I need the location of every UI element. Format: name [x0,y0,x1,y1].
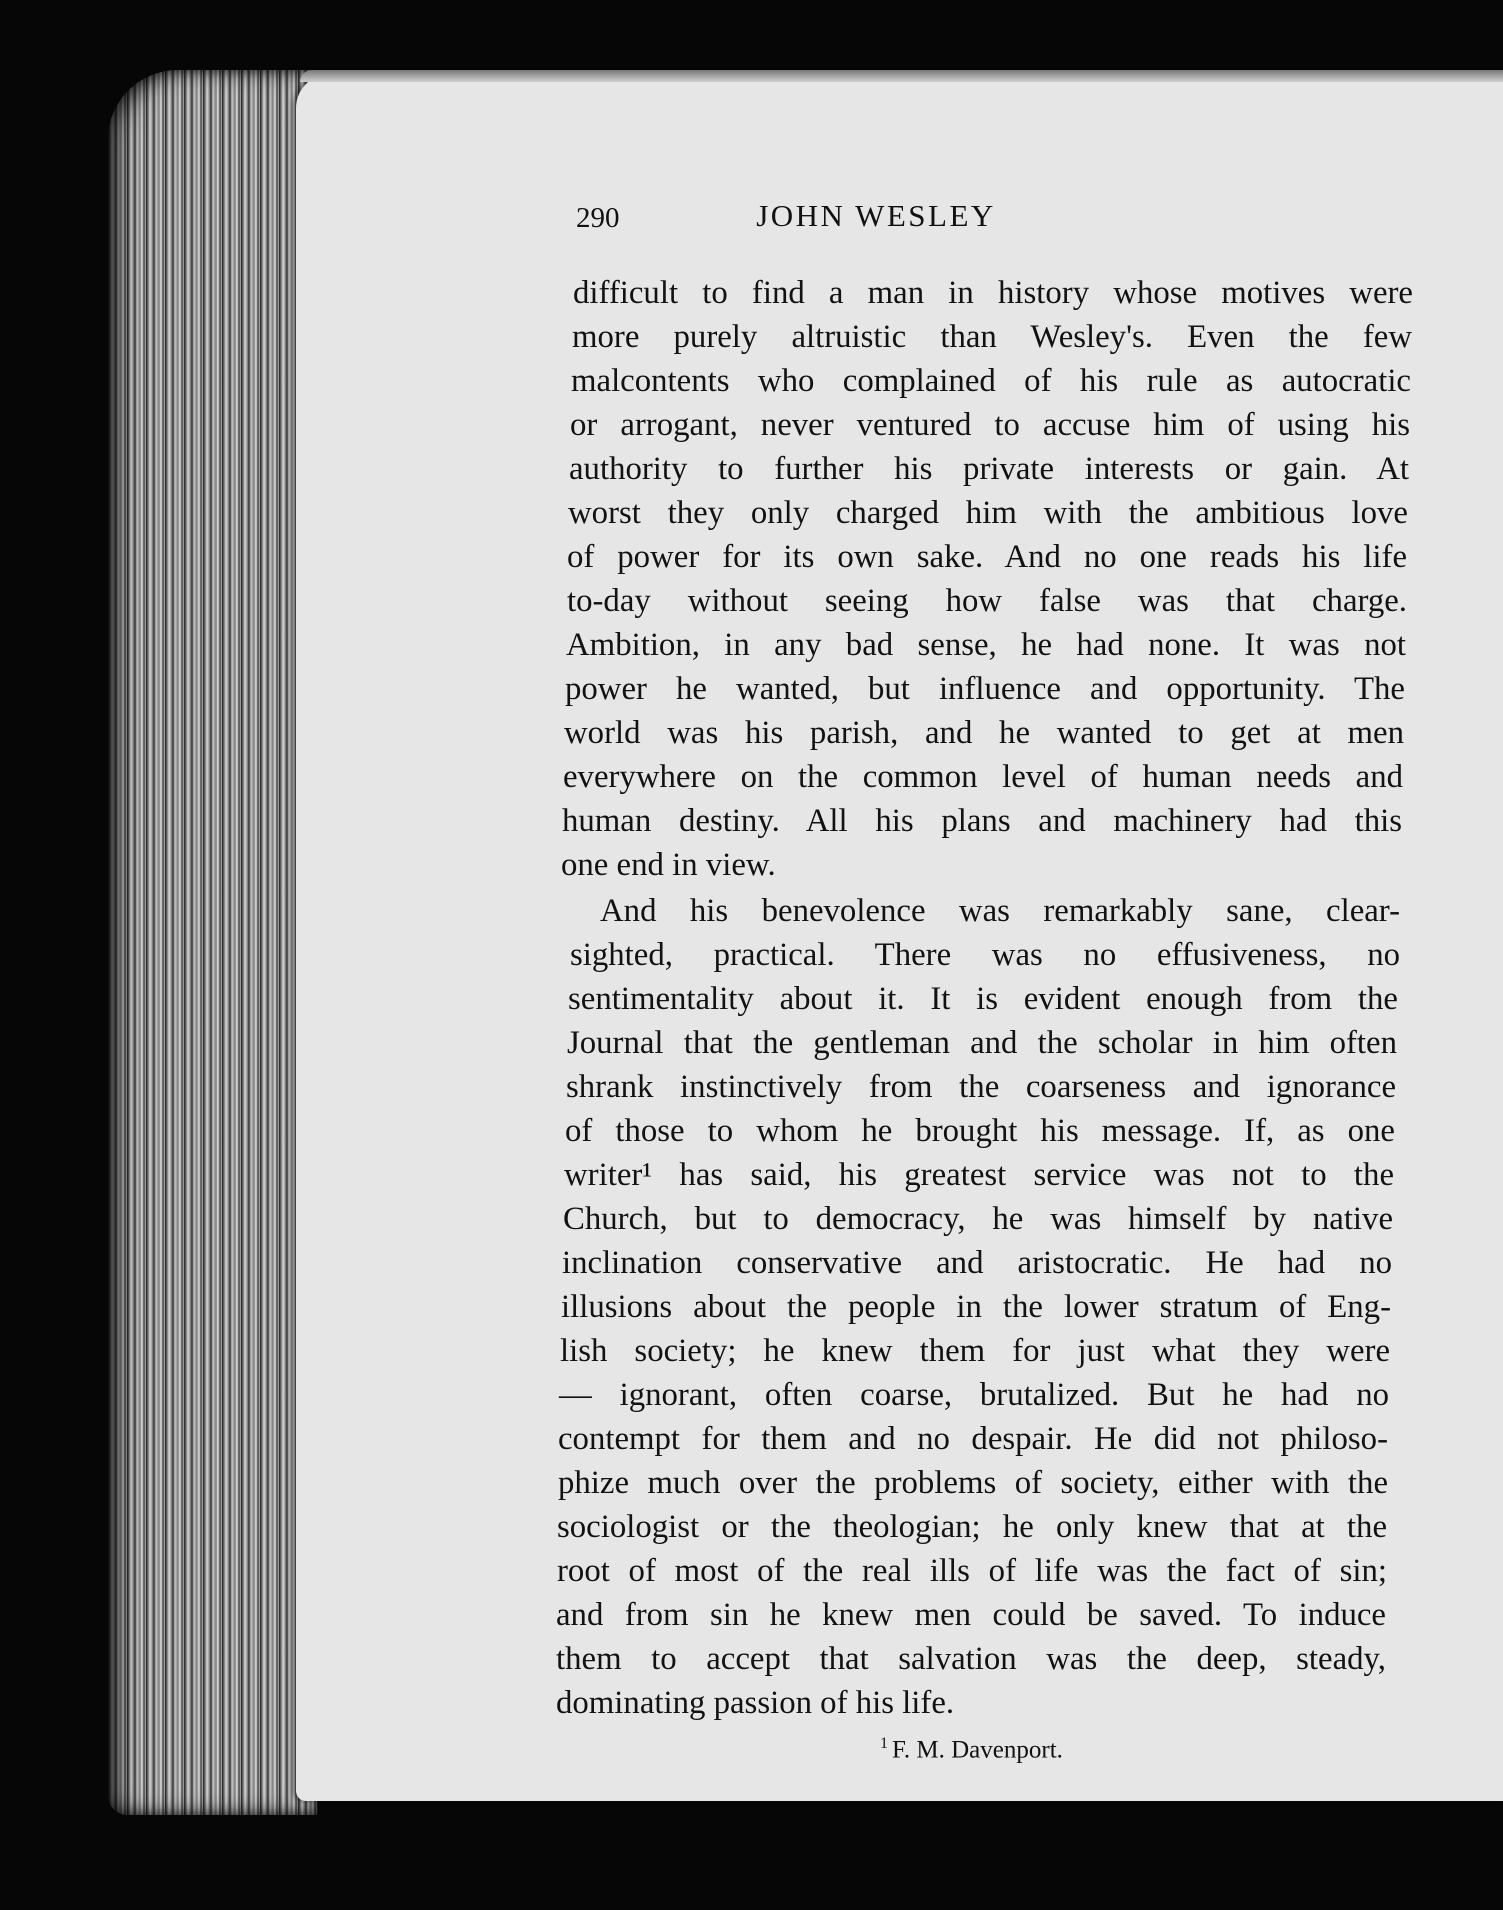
text-line: or arrogant, never ventured to accuse him of using his [570,407,1410,443]
text-line: writer¹ has said, his greatest service was not to the [564,1157,1394,1193]
page-number: 290 [576,202,620,234]
text-line: more purely altruistic than Wesley's. Even the few [572,319,1412,355]
running-title: JOHN WESLEY [756,198,996,233]
text-line: sighted, practical. There was no effusiveness, no [570,937,1400,973]
text-line: of power for its own sake. And no one reads his life [567,539,1407,575]
text-line: phize much over the problems of society, either with the [558,1465,1388,1501]
text-line: human destiny. All his plans and machinery had this [562,803,1402,839]
text-line: sociologist or the theologian; he only knew that at the [557,1509,1387,1545]
footnote-marker: 1 [880,1735,888,1752]
text-line: lish society; he knew them for just what they were [560,1333,1390,1369]
text-line: And his benevolence was remarkably sane, clear- [600,893,1400,929]
text-line: Ambition, in any bad sense, he had none. It was not [566,627,1406,663]
page-top-edge [300,70,1503,82]
text-line: authority to further his private interests or gain. At [569,451,1409,487]
text-line: contempt for them and no despair. He did not philoso- [558,1421,1388,1457]
text-line: of those to whom he brought his message. If, as one [565,1113,1395,1149]
text-line: inclination conservative and aristocratic. He had no [562,1245,1392,1281]
book-page-edges [108,70,318,1815]
text-line: everywhere on the common level of human needs and [563,759,1403,795]
text-line: to-day without seeing how false was that charge. [567,583,1407,619]
text-line: power he wanted, but influence and opportunity. The [565,671,1405,707]
footnote-text: F. M. Davenport. [892,1736,1063,1764]
text-line: malcontents who complained of his rule as autocratic [571,363,1411,399]
running-head [576,198,1116,242]
footnote [880,1735,1063,1764]
text-line: them to accept that salvation was the deep, steady, [556,1641,1386,1677]
text-line: world was his parish, and he wanted to get at men [564,715,1404,751]
text-line: shrank instinctively from the coarseness and ignorance [566,1069,1396,1105]
text-line: dominating passion of his life. [556,1685,955,1721]
text-line: Journal that the gentleman and the scholar in him often [567,1025,1397,1061]
text-line: root of most of the real ills of life was the fact of sin; [557,1553,1387,1589]
text-line: one end in view. [561,847,776,883]
text-line: sentimentality about it. It is evident enough from the [568,981,1398,1017]
text-line: — ignorant, often coarse, brutalized. But he had no [559,1377,1389,1413]
text-line: Church, but to democracy, he was himself by native [563,1201,1393,1237]
text-line: illusions about the people in the lower stratum of Eng- [561,1289,1391,1325]
text-line: worst they only charged him with the ambitious love [568,495,1408,531]
text-line: difficult to find a man in history whose motives were [573,275,1413,311]
text-line: and from sin he knew men could be saved. To induce [556,1597,1386,1633]
